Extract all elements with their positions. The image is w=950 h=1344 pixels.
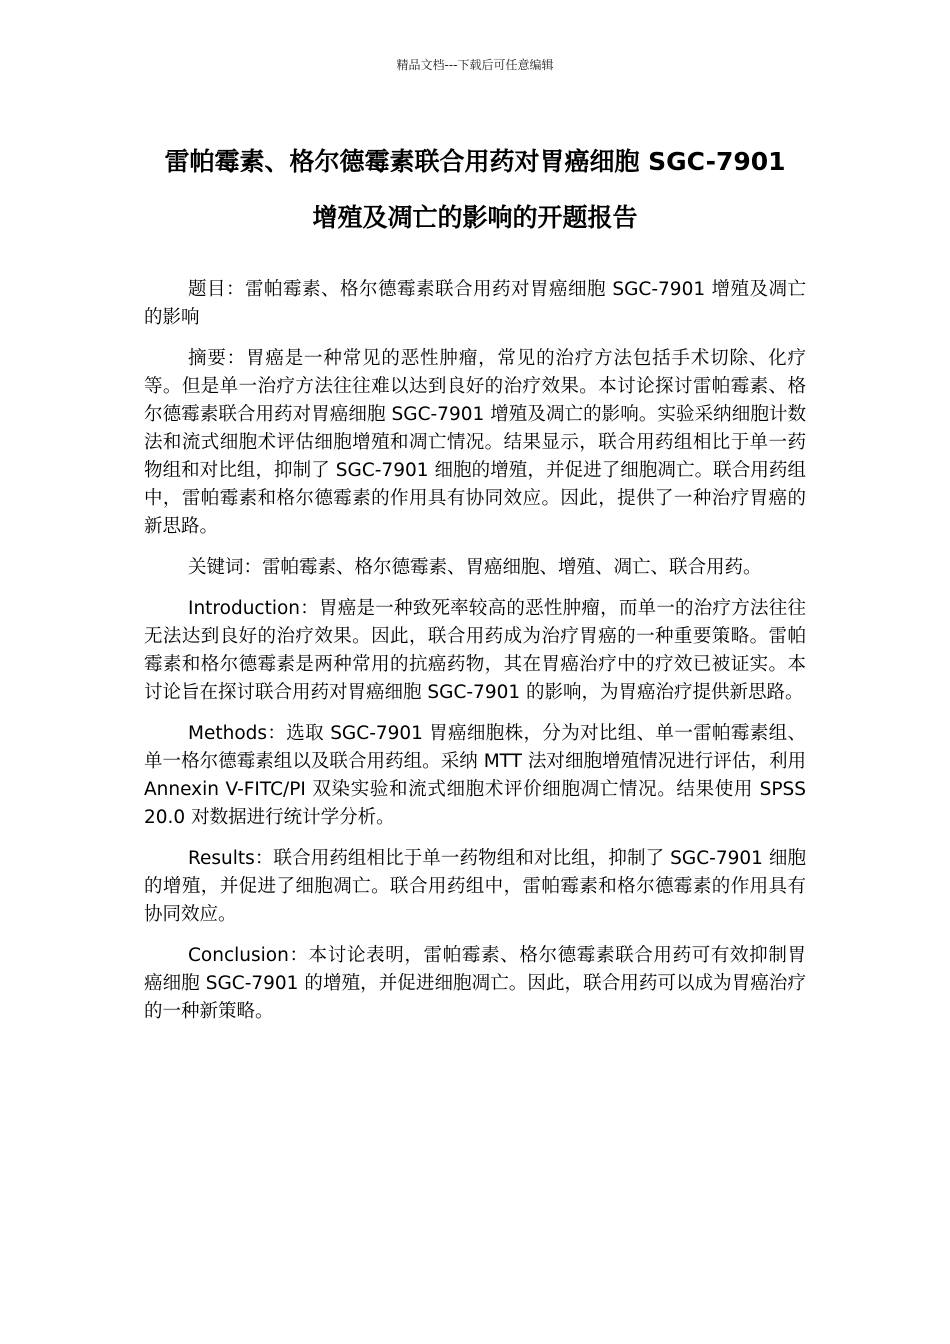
results-paragraph: Results：联合用药组相比于单一药物组和对比组，抑制了 SGC-7901 细胞的增殖，并促进了细胞凋亡。联合用药组中，雷帕霉素和格尔德霉素的作用具有协同效应。 [144,848,806,925]
keywords-paragraph: 关键词：雷帕霉素、格尔德霉素、胃癌细胞、增殖、凋亡、联合用药。 [188,557,762,578]
abstract-paragraph: 摘要：胃癌是一种常见的恶性肿瘤，常见的治疗方法包括手术切除、化疗等。但是单一治疗方法往往难以达到良好的治疗效果。本讨论探讨雷帕霉素、格尔德霉素联合用药对胃癌细胞 SGC-7901 增殖及凋亡的影响。实验采纳细胞计数法和流式细胞术评估细胞增殖和凋亡情况。结果显示，联合用药组相比于单一药物组和对比组，抑制了 SGC-7901 细胞的增殖，并促进了细胞凋亡。联合用药组中，雷帕霉素和格尔德霉素的作用具有协同效应。因此，提供了一种治疗胃癌的新思路。 [144,348,806,537]
topic-paragraph: 题目：雷帕霉素、格尔德霉素联合用药对胃癌细胞 SGC-7901 增殖及凋亡的影响 [144,279,806,328]
document-title: 雷帕霉素、格尔德霉素联合用药对胃癌细胞 SGC-7901 增殖及凋亡的影响的开题报告 [164,147,786,232]
conclusion-paragraph: Conclusion：本讨论表明，雷帕霉素、格尔德霉素联合用药可有效抑制胃癌细胞 SGC-7901 的增殖，并促进细胞凋亡。因此，联合用药可以成为胃癌治疗的一种新策略。 [144,945,806,1022]
methods-paragraph: Methods：选取 SGC-7901 胃癌细胞株，分为对比组、单一雷帕霉素组、单一格尔德霉素组以及联合用药组。采纳 MTT 法对细胞增殖情况进行评估，利用 Annexin V-FITC/PI 双染实验和流式细胞术评价细胞凋亡情况。结果使用 SPSS 20.0 对数据进行统计学分析。 [144,723,806,828]
document-body [144,276,806,1039]
header-note: 精品文档---下载后可任意编辑 [396,58,554,72]
introduction-paragraph: Introduction：胃癌是一种致死率较高的恶性肿瘤，而单一的治疗方法往往无法达到良好的治疗效果。因此，联合用药成为治疗胃癌的一种重要策略。雷帕霉素和格尔德霉素是两种常用的抗癌药物，其在胃癌治疗中的疗效已被证实。本讨论旨在探讨联合用药对胃癌细胞 SGC-7901 的影响，为胃癌治疗提供新思路。 [144,598,806,703]
